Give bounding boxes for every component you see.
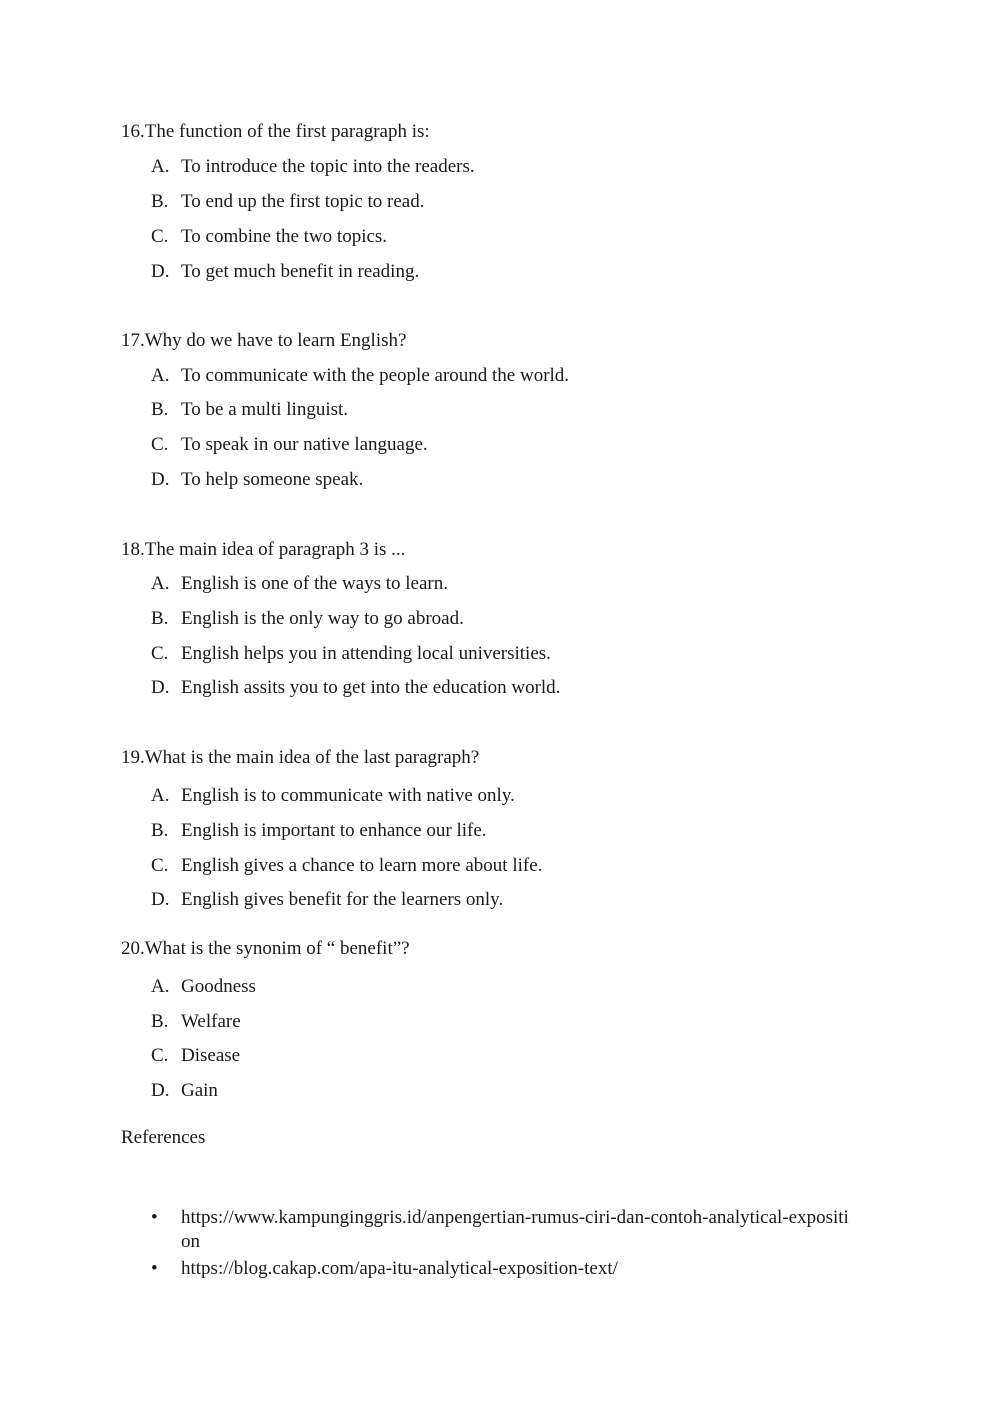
option-letter: B.	[151, 399, 169, 420]
option-letter: B.	[151, 820, 169, 841]
question-20-option-a	[151, 975, 256, 999]
option-text: Gain	[181, 1080, 218, 1101]
option-letter: A.	[151, 156, 170, 177]
bullet-icon: •	[151, 1258, 158, 1279]
option-letter: C.	[151, 855, 169, 876]
option-text: English gives a chance to learn more about life.	[181, 855, 543, 876]
question-18-option-b	[151, 607, 464, 631]
question-19-option-d	[151, 888, 503, 912]
option-text: English is important to enhance our life.	[181, 820, 487, 841]
option-text: English helps you in attending local universities.	[181, 643, 551, 664]
option-text: Goodness	[181, 976, 256, 997]
option-letter: D.	[151, 677, 170, 698]
question-20-title: 20.What is the synonim of “ benefit”?	[121, 938, 410, 959]
question-19-title: 19.What is the main idea of the last paragraph?	[121, 747, 480, 768]
question-16-option-c	[151, 225, 387, 249]
question-20-option-c	[151, 1044, 240, 1068]
option-letter: B.	[151, 191, 169, 212]
option-letter: A.	[151, 365, 170, 386]
question-16-option-d	[151, 260, 419, 284]
question-17-option-d	[151, 468, 363, 492]
question-16-option-b	[151, 190, 425, 214]
option-text: English gives benefit for the learners only.	[181, 889, 504, 910]
option-text: To speak in our native language.	[181, 434, 428, 455]
option-text: English is to communicate with native only.	[181, 785, 515, 806]
option-letter: B.	[151, 1011, 169, 1032]
option-text: To introduce the topic into the readers.	[181, 156, 475, 177]
question-19-option-a	[151, 784, 515, 808]
question-18-title: 18.The main idea of paragraph 3 is ...	[121, 539, 406, 560]
question-18-option-a	[151, 572, 448, 596]
reference-item	[151, 1206, 851, 1254]
question-18-option-d	[151, 676, 560, 700]
option-letter: D.	[151, 1080, 170, 1101]
option-letter: D.	[151, 261, 170, 282]
option-text: To be a multi linguist.	[181, 399, 349, 420]
question-17-option-a	[151, 364, 569, 388]
option-text: To end up the first topic to read.	[181, 191, 425, 212]
reference-item	[151, 1257, 851, 1281]
bullet-icon: •	[151, 1207, 158, 1228]
option-letter: C.	[151, 226, 169, 247]
option-text: Disease	[181, 1045, 241, 1066]
question-17-title: 17.Why do we have to learn English?	[121, 330, 407, 351]
reference-link[interactable]: https://www.kampunginggris.id/anpengertian-rumus-ciri-dan-contoh-analytical-exposition	[181, 1207, 849, 1252]
option-text: To communicate with the people around the world.	[181, 365, 570, 386]
option-text: English is one of the ways to learn.	[181, 573, 449, 594]
option-letter: C.	[151, 1045, 169, 1066]
option-text: To get much benefit in reading.	[181, 261, 420, 282]
option-letter: A.	[151, 976, 170, 997]
option-text: Welfare	[181, 1011, 241, 1032]
question-19-option-b	[151, 819, 487, 843]
option-letter: D.	[151, 889, 170, 910]
option-letter: C.	[151, 434, 169, 455]
reference-link[interactable]: https://blog.cakap.com/apa-itu-analytical-exposition-text/	[181, 1258, 618, 1279]
option-text: To combine the two topics.	[181, 226, 388, 247]
option-text: To help someone speak.	[181, 469, 364, 490]
question-20-option-d	[151, 1079, 218, 1103]
question-19-option-c	[151, 854, 542, 878]
option-text: English is the only way to go abroad.	[181, 608, 464, 629]
option-letter: D.	[151, 469, 170, 490]
question-17-option-b	[151, 398, 348, 422]
question-16-option-a	[151, 155, 475, 179]
option-letter: B.	[151, 608, 169, 629]
question-18-option-c	[151, 642, 551, 666]
option-letter: A.	[151, 573, 170, 594]
question-20-option-b	[151, 1010, 241, 1034]
option-letter: A.	[151, 785, 170, 806]
option-text: English assits you to get into the education world.	[181, 677, 561, 698]
question-17-option-c	[151, 433, 428, 457]
option-letter: C.	[151, 643, 169, 664]
question-16-title: 16.The function of the first paragraph is:	[121, 121, 430, 142]
references-heading: References	[121, 1127, 206, 1148]
